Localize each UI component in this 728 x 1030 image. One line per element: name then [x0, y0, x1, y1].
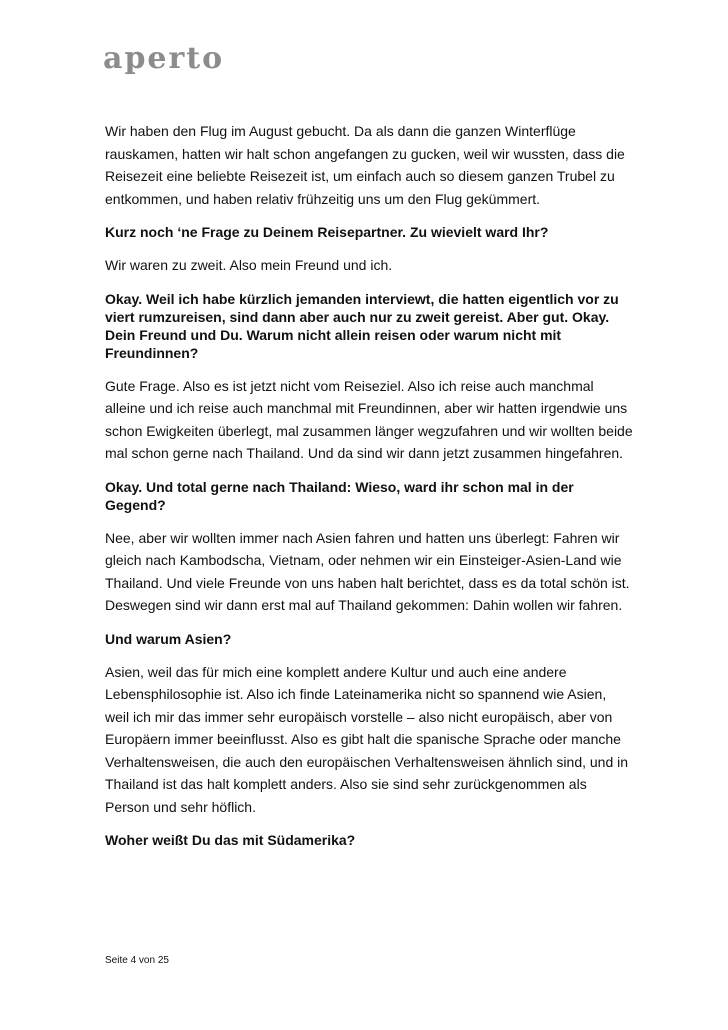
text-line: Kurz noch ‘ne Frage zu Deinem Reisepartner. Zu wievielt ward Ihr?	[105, 224, 549, 240]
text-line: entkommen, und haben relativ frühzeitig uns um den Flug gekümmert.	[105, 190, 541, 207]
text-line: Thailand. Und viele Freunde von uns haben halt berichtet, dass es da total schön ist.	[105, 574, 630, 591]
aperto-logo: aperto	[103, 41, 225, 76]
text-line: Woher weißt Du das mit Südamerika?	[105, 832, 356, 848]
text-line: Und warum Asien?	[105, 630, 232, 647]
text-line: Gute Frage. Also es ist jetzt nicht vom Reiseziel. Also ich reise auch manchmal	[105, 377, 594, 394]
text-line: Lebensphilosophie ist. Also ich finde Lateinamerika nicht so spannend wie Asien,	[105, 686, 607, 702]
text-line: Europäern immer beeinflusst. Also es gibt halt die spanische Sprache oder manche	[105, 731, 621, 747]
text-line: Nee, aber wir wollten immer nach Asien fahren und hatten uns überlegt: Fahren wir	[105, 529, 620, 546]
text-line: alleine und ich reise auch manchmal mit Freundinnen, aber wir hatten irgendwie uns	[105, 400, 628, 416]
text-line: weil ich mir das immer sehr europäisch vorstelle – also nicht europäisch, aber von	[105, 708, 613, 725]
text-line: Deswegen sind wir dann erst mal auf Thailand gekommen: Dahin wollen wir fahren.	[105, 597, 623, 613]
text-line: Asien, weil das für mich eine komplett andere Kultur und auch eine andere	[105, 663, 567, 680]
text-line: Wir waren zu zweit. Also mein Freund und ich.	[105, 257, 393, 273]
text-line: Freundinnen?	[105, 344, 199, 361]
interview-answer	[105, 254, 665, 277]
interview-question	[105, 630, 665, 648]
text-line: Thailand ist das halt komplett anders. Also sie sind sehr zurückgenommen als	[105, 776, 587, 792]
interview-question	[105, 478, 665, 514]
text-line: Reisezeit eine beliebte Reisezeit ist, um einfach auch so diesem ganzen Trubel zu	[105, 168, 615, 184]
interview-answer	[105, 661, 665, 819]
interview-transcript	[105, 120, 665, 862]
interview-question	[105, 290, 665, 362]
text-line: Person und sehr höflich.	[105, 798, 256, 815]
interview-answer	[105, 120, 665, 210]
interview-answer	[105, 375, 665, 465]
text-line: gleich nach Kambodscha, Vietnam, oder nehmen wir ein Einsteiger-Asien-Land wie	[105, 552, 622, 568]
text-line: Gegend?	[105, 496, 166, 513]
text-line: Okay. Weil ich habe kürzlich jemanden interviewt, die hatten eigentlich vor zu	[105, 290, 619, 307]
interview-question	[105, 831, 665, 849]
text-line: Okay. Und total gerne nach Thailand: Wieso, ward ihr schon mal in der	[105, 478, 574, 495]
text-line: Verhaltensweisen, die auch den europäischen Verhaltensweisen ähnlich sind, und in	[105, 753, 629, 770]
interview-question	[105, 223, 665, 241]
text-line: Wir haben den Flug im August gebucht. Da als dann die ganzen Winterflüge	[105, 123, 576, 139]
interview-answer	[105, 527, 665, 617]
text-line: Dein Freund und Du. Warum nicht allein reisen oder warum nicht mit	[105, 326, 562, 343]
text-line: schon Ewigkeiten überlegt, mal zusammen länger wegzufahren und wir wollten beide	[105, 422, 633, 439]
text-line: mal schon gerne nach Thailand. Und da sind wir dann jetzt zusammen hingefahren.	[105, 445, 624, 461]
page-number: Seite 4 von 25	[105, 955, 169, 966]
text-line: viert rumzureisen, sind dann aber auch nur zu zweit gereist. Aber gut. Okay.	[105, 308, 610, 325]
text-line: rauskamen, hatten wir halt schon angefangen zu gucken, weil wir wussten, dass die	[105, 145, 625, 162]
